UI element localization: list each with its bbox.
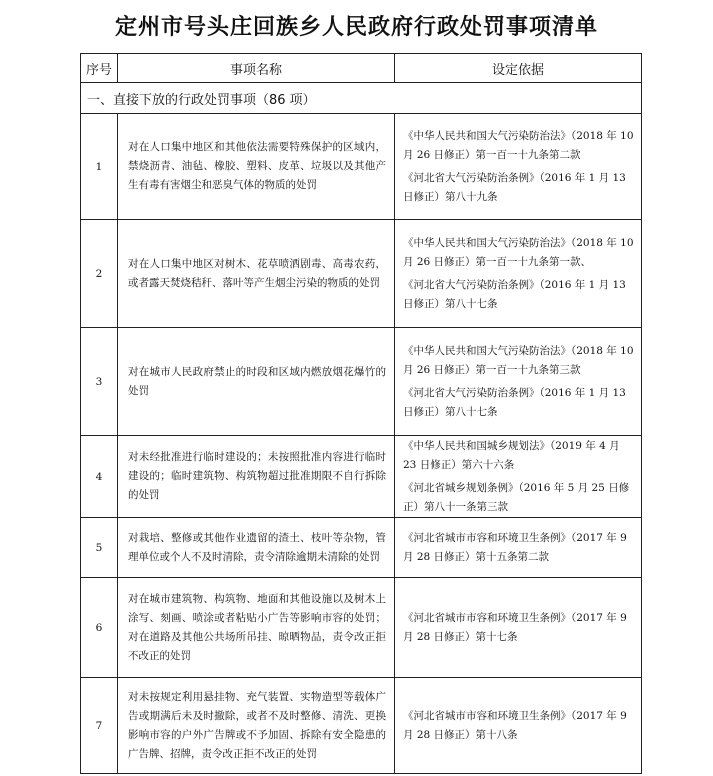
- row-basis-cell: [395, 518, 642, 578]
- row-number: 1: [81, 114, 118, 220]
- row-name: 对栽培、整修或其他作业遗留的渣土、枝叶等杂物，管理单位或个人不及时清除，责令清除逾期未清除的处罚: [128, 531, 386, 563]
- header-no: 序号: [81, 54, 118, 83]
- basis-item: 《中华人民共和国大气污染防治法》（2018 年 10 月 26 日修正）第一百一十九条第三款: [403, 344, 634, 376]
- row-basis-cell: [395, 114, 642, 220]
- row-basis-cell: [395, 678, 642, 774]
- row-basis-cell: [395, 436, 642, 518]
- section-row: [81, 83, 642, 114]
- section-title: 一、直接下放的行政处罚事项（86 项）: [81, 83, 642, 114]
- table-row: [81, 114, 642, 220]
- basis-item: 《河北省城市市容和环境卫生条例》（2017 年 9 月 28 日修正）第十八条: [403, 709, 627, 741]
- row-name: 对在城市建筑物、构筑物、地面和其他设施以及树木上涂写、刻画、喷涂或者粘贴小广告等影响市容的处罚；对在道路及其他公共场所吊挂、晾晒物品，责令改正拒不改正的处罚: [128, 592, 386, 662]
- row-name: 对未经批准进行临时建设的；未按照批准内容进行临时建设的；临时建筑物、构筑物超过批准期限不自行拆除的处罚: [128, 451, 386, 501]
- header-row: [81, 54, 642, 83]
- penalty-table: [80, 53, 642, 774]
- table-row: [81, 578, 642, 678]
- row-name-cell: [118, 678, 395, 774]
- row-name-cell: [118, 436, 395, 518]
- row-name-cell: [118, 220, 395, 328]
- table-row: [81, 220, 642, 328]
- basis-item: 《河北省大气污染防治条例》（2016 年 1 月 13 日修正）第八十九条: [403, 171, 626, 203]
- row-name-cell: [118, 578, 395, 678]
- row-number: 2: [81, 220, 118, 328]
- row-name: 对在人口集中地区和其他依法需要特殊保护的区域内，禁烧沥青、油毡、橡胶、塑料、皮革、垃圾以及其他产生有毒有害烟尘和恶臭气体的物质的处罚: [128, 141, 386, 191]
- document-title: 定州市号头庄回族乡人民政府行政处罚事项清单: [114, 15, 598, 40]
- basis-item: 《河北省大气污染防治条例》（2016 年 1 月 13 日修正）第八十七条: [403, 386, 626, 418]
- row-number: 3: [81, 328, 118, 436]
- row-name: 对在人口集中地区对树木、花草喷洒剧毒、高毒农药，或者露天焚烧秸秆、落叶等产生烟尘污染的物质的处罚: [128, 257, 386, 289]
- row-name: 对未按规定利用悬挂物、充气装置、实物造型等载体广告或期满后未及时撤除，或者不及时整修、清洗、更换影响市容的户外广告牌或不予加固、拆除有安全隐患的广告牌、招牌，责令改正拒不改正的处罚: [128, 690, 386, 760]
- row-name: 对在城市人民政府禁止的时段和区域内燃放烟花爆竹的处罚: [128, 365, 386, 397]
- basis-item: 《河北省城乡规划条例》（2016 年 5 月 25 日修正）第八十一条第三款: [403, 481, 630, 513]
- basis-item: 《中华人民共和国大气污染防治法》（2018 年 10 月 26 日修正）第一百一十九条第二款: [403, 129, 634, 161]
- basis-item: 《河北省城市市容和环境卫生条例》（2017 年 9 月 28 日修正）第十五条第二款: [403, 531, 627, 563]
- row-basis-cell: [395, 220, 642, 328]
- row-name-cell: [118, 114, 395, 220]
- row-name-cell: [118, 518, 395, 578]
- row-basis-cell: [395, 578, 642, 678]
- table-row: [81, 678, 642, 774]
- table-row: [81, 436, 642, 518]
- row-number: 7: [81, 678, 118, 774]
- row-number: 5: [81, 518, 118, 578]
- table-row: [81, 518, 642, 578]
- basis-item: 《河北省城市市容和环境卫生条例》（2017 年 9 月 28 日修正）第十七条: [403, 611, 627, 643]
- basis-item: 《中华人民共和国城乡规划法》（2019 年 4 月 23 日修正）第六十六条: [403, 439, 620, 471]
- row-number: 6: [81, 578, 118, 678]
- row-name-cell: [118, 328, 395, 436]
- header-basis: 设定依据: [395, 54, 642, 83]
- basis-item: 《中华人民共和国大气污染防治法》（2018 年 10 月 26 日修正）第一百一十九条第一款、: [403, 236, 634, 268]
- basis-item: 《河北省大气污染防治条例》（2016 年 1 月 13 日修正）第八十七条: [403, 278, 626, 310]
- row-basis-cell: [395, 328, 642, 436]
- table-row: [81, 328, 642, 436]
- row-number: 4: [81, 436, 118, 518]
- header-name: 事项名称: [118, 54, 395, 83]
